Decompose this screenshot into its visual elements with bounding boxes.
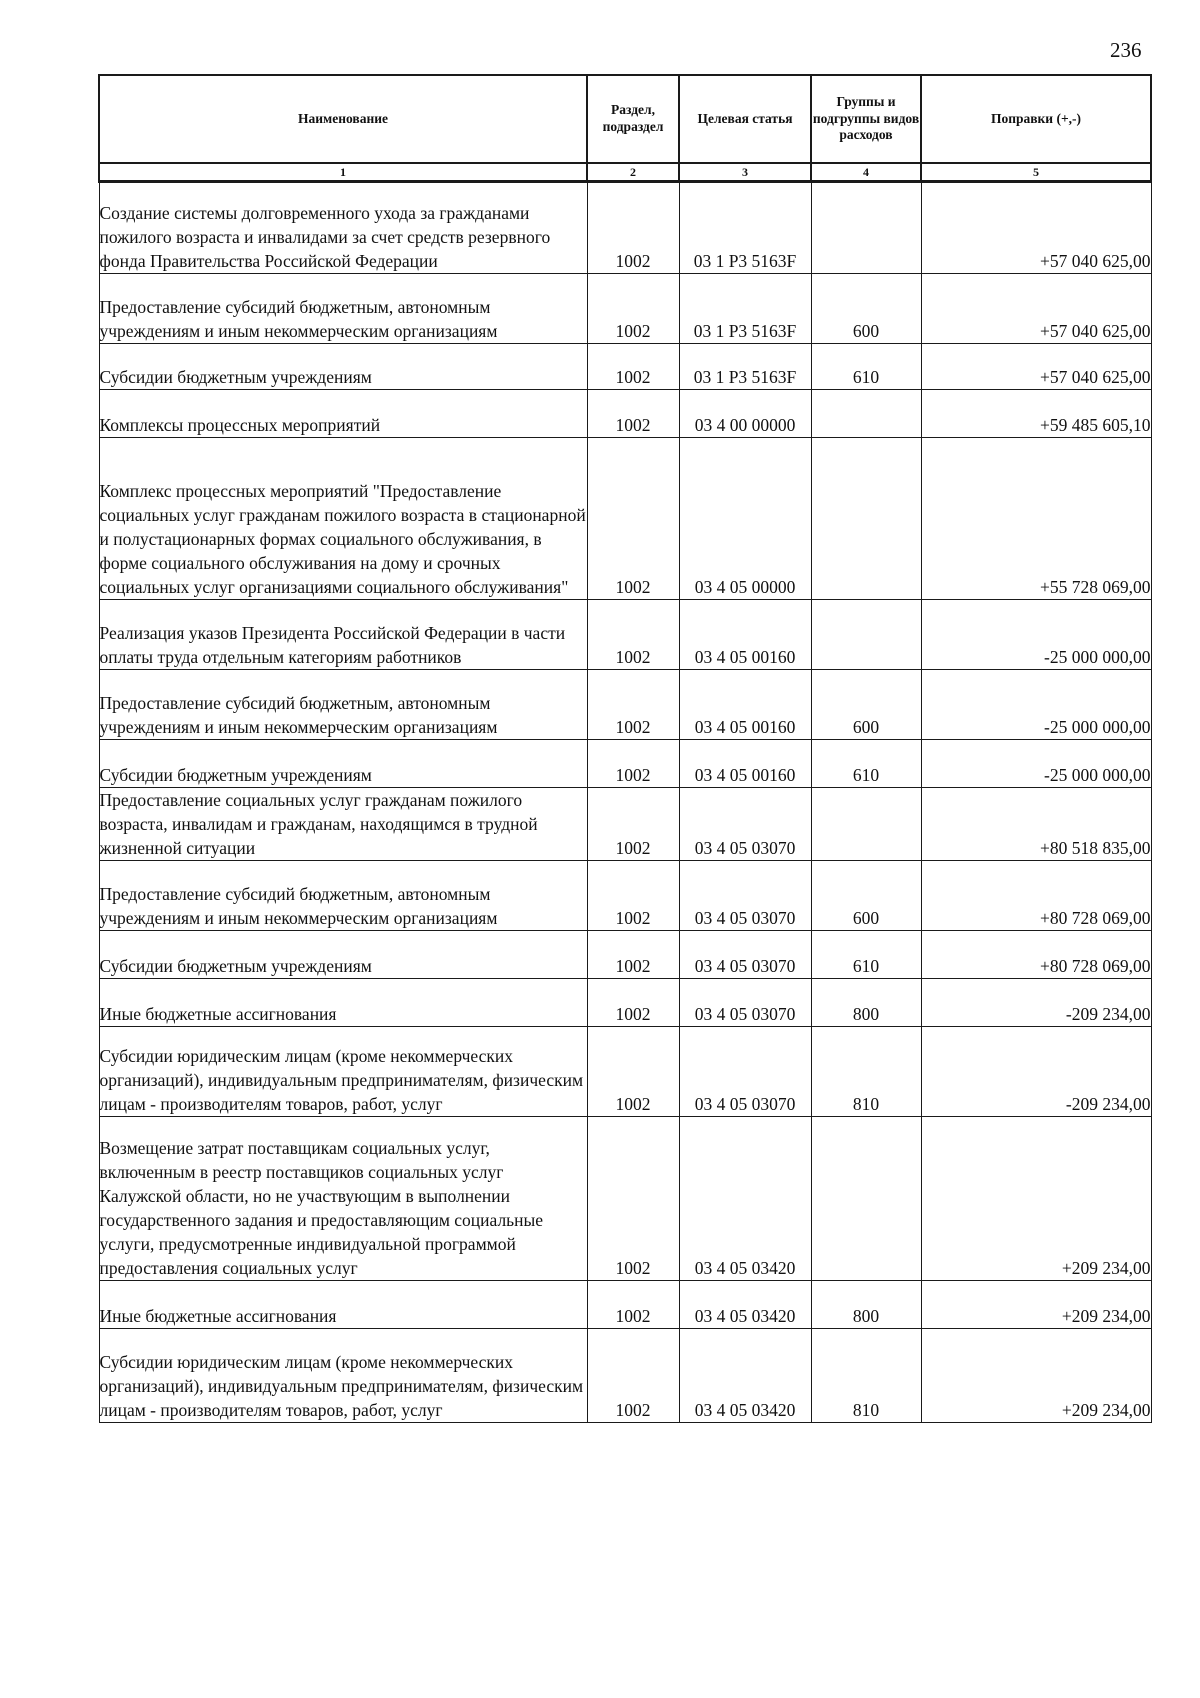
row-name: Создание системы долговременного ухода за гражданами пожилого возраста и инвалидами за счет средств резервного фонда Правительства Российской Федерации <box>99 182 587 274</box>
row-name: Иные бюджетные ассигнования <box>99 1281 587 1329</box>
row-name: Реализация указов Президента Российской Федерации в части оплаты труда отдельным категориям работников <box>99 600 587 670</box>
row-amount: +57 040 625,00 <box>921 182 1151 274</box>
row-target-article: 03 4 05 03070 <box>679 788 811 861</box>
row-target-article: 03 4 05 00160 <box>679 740 811 788</box>
row-name: Субсидии бюджетным учреждениям <box>99 931 587 979</box>
row-amount: +80 518 835,00 <box>921 788 1151 861</box>
table-row <box>99 979 1151 1027</box>
row-section: 1002 <box>587 390 679 438</box>
row-expense-group: 810 <box>811 1329 921 1423</box>
column-number: 3 <box>679 163 811 182</box>
row-section: 1002 <box>587 670 679 740</box>
row-amount: -25 000 000,00 <box>921 600 1151 670</box>
header-name: Наименование <box>99 75 587 163</box>
row-amount: -25 000 000,00 <box>921 740 1151 788</box>
row-amount: -209 234,00 <box>921 979 1151 1027</box>
table-row <box>99 670 1151 740</box>
row-section: 1002 <box>587 979 679 1027</box>
row-amount: +80 728 069,00 <box>921 931 1151 979</box>
row-name: Субсидии юридическим лицам (кроме некоммерческих организаций), индивидуальным предпринимателям, физическим лицам - производителям товаров, работ, услуг <box>99 1027 587 1117</box>
row-section: 1002 <box>587 1329 679 1423</box>
table-row <box>99 390 1151 438</box>
column-number: 2 <box>587 163 679 182</box>
table-header-row <box>99 75 1151 163</box>
row-name: Возмещение затрат поставщикам социальных услуг, включенным в реестр поставщиков социальных услуг Калужской области, но не участвующим в выполнении государственного задания и предоставляющим социальные услуги, предусмотренные индивидуальной программой предоставления социальных услуг <box>99 1117 587 1281</box>
row-section: 1002 <box>587 740 679 788</box>
row-name: Предоставление социальных услуг гражданам пожилого возраста, инвалидам и гражданам, находящимся в трудной жизненной ситуации <box>99 788 587 861</box>
column-number: 4 <box>811 163 921 182</box>
row-target-article: 03 4 00 00000 <box>679 390 811 438</box>
table-row <box>99 182 1151 274</box>
table-row <box>99 740 1151 788</box>
row-name: Иные бюджетные ассигнования <box>99 979 587 1027</box>
row-target-article: 03 4 05 03070 <box>679 979 811 1027</box>
row-expense-group <box>811 182 921 274</box>
row-expense-group <box>811 438 921 600</box>
row-expense-group <box>811 1117 921 1281</box>
row-expense-group <box>811 390 921 438</box>
row-target-article: 03 1 P3 5163F <box>679 182 811 274</box>
row-section: 1002 <box>587 274 679 344</box>
column-number: 1 <box>99 163 587 182</box>
row-amount: +59 485 605,10 <box>921 390 1151 438</box>
row-amount: -25 000 000,00 <box>921 670 1151 740</box>
table-row <box>99 861 1151 931</box>
row-section: 1002 <box>587 788 679 861</box>
row-section: 1002 <box>587 1117 679 1281</box>
row-name: Предоставление субсидий бюджетным, автономным учреждениям и иным некоммерческим организациям <box>99 274 587 344</box>
row-expense-group <box>811 788 921 861</box>
row-target-article: 03 4 05 00000 <box>679 438 811 600</box>
header-amount: Поправки (+,-) <box>921 75 1151 163</box>
row-name: Комплекс процессных мероприятий "Предоставление социальных услуг гражданам пожилого возраста в стационарной и полустационарных формах социального обслуживания, в форме социального обслуживания на дому и срочных социальных услуг организациями социального обслуживания" <box>99 438 587 600</box>
row-name: Предоставление субсидий бюджетным, автономным учреждениям и иным некоммерческим организациям <box>99 861 587 931</box>
row-target-article: 03 4 05 03420 <box>679 1329 811 1423</box>
table-row <box>99 1117 1151 1281</box>
column-number: 5 <box>921 163 1151 182</box>
row-section: 1002 <box>587 438 679 600</box>
row-expense-group: 800 <box>811 979 921 1027</box>
table-row <box>99 1329 1151 1423</box>
row-section: 1002 <box>587 1281 679 1329</box>
table-row <box>99 344 1151 390</box>
table-body <box>99 182 1151 1423</box>
row-amount: +209 234,00 <box>921 1329 1151 1423</box>
table-row <box>99 931 1151 979</box>
row-section: 1002 <box>587 861 679 931</box>
row-target-article: 03 4 05 03420 <box>679 1281 811 1329</box>
row-target-article: 03 4 05 00160 <box>679 670 811 740</box>
row-target-article: 03 4 05 03070 <box>679 1027 811 1117</box>
row-name: Субсидии юридическим лицам (кроме некоммерческих организаций), индивидуальным предпринимателям, физическим лицам - производителям товаров, работ, услуг <box>99 1329 587 1423</box>
row-amount: +55 728 069,00 <box>921 438 1151 600</box>
row-section: 1002 <box>587 931 679 979</box>
table-row <box>99 274 1151 344</box>
column-number-row <box>99 163 1151 182</box>
header-expense: Группы и подгруппы видов расходов <box>811 75 921 163</box>
row-section: 1002 <box>587 344 679 390</box>
row-target-article: 03 4 05 03070 <box>679 861 811 931</box>
row-target-article: 03 4 05 03420 <box>679 1117 811 1281</box>
table-row <box>99 600 1151 670</box>
row-section: 1002 <box>587 600 679 670</box>
header-section: Раздел, подраздел <box>587 75 679 163</box>
table-row <box>99 1281 1151 1329</box>
row-name: Комплексы процессных мероприятий <box>99 390 587 438</box>
row-target-article: 03 1 P3 5163F <box>679 344 811 390</box>
row-amount: +209 234,00 <box>921 1117 1151 1281</box>
row-target-article: 03 4 05 03070 <box>679 931 811 979</box>
table-row <box>99 438 1151 600</box>
row-expense-group: 810 <box>811 1027 921 1117</box>
row-expense-group: 610 <box>811 344 921 390</box>
row-section: 1002 <box>587 1027 679 1117</box>
row-expense-group: 600 <box>811 274 921 344</box>
table-row <box>99 788 1151 861</box>
row-amount: -209 234,00 <box>921 1027 1151 1117</box>
header-target: Целевая статья <box>679 75 811 163</box>
row-expense-group: 600 <box>811 861 921 931</box>
row-name: Субсидии бюджетным учреждениям <box>99 740 587 788</box>
row-amount: +80 728 069,00 <box>921 861 1151 931</box>
row-expense-group <box>811 600 921 670</box>
budget-amendments-table <box>98 74 1152 1423</box>
row-expense-group: 800 <box>811 1281 921 1329</box>
row-name: Предоставление субсидий бюджетным, автономным учреждениям и иным некоммерческим организациям <box>99 670 587 740</box>
table-row <box>99 1027 1151 1117</box>
row-expense-group: 610 <box>811 931 921 979</box>
row-amount: +57 040 625,00 <box>921 274 1151 344</box>
row-expense-group: 610 <box>811 740 921 788</box>
page-number: 236 <box>1110 38 1142 62</box>
row-amount: +57 040 625,00 <box>921 344 1151 390</box>
row-name: Субсидии бюджетным учреждениям <box>99 344 587 390</box>
row-target-article: 03 4 05 00160 <box>679 600 811 670</box>
row-expense-group: 600 <box>811 670 921 740</box>
row-target-article: 03 1 P3 5163F <box>679 274 811 344</box>
row-section: 1002 <box>587 182 679 274</box>
row-amount: +209 234,00 <box>921 1281 1151 1329</box>
